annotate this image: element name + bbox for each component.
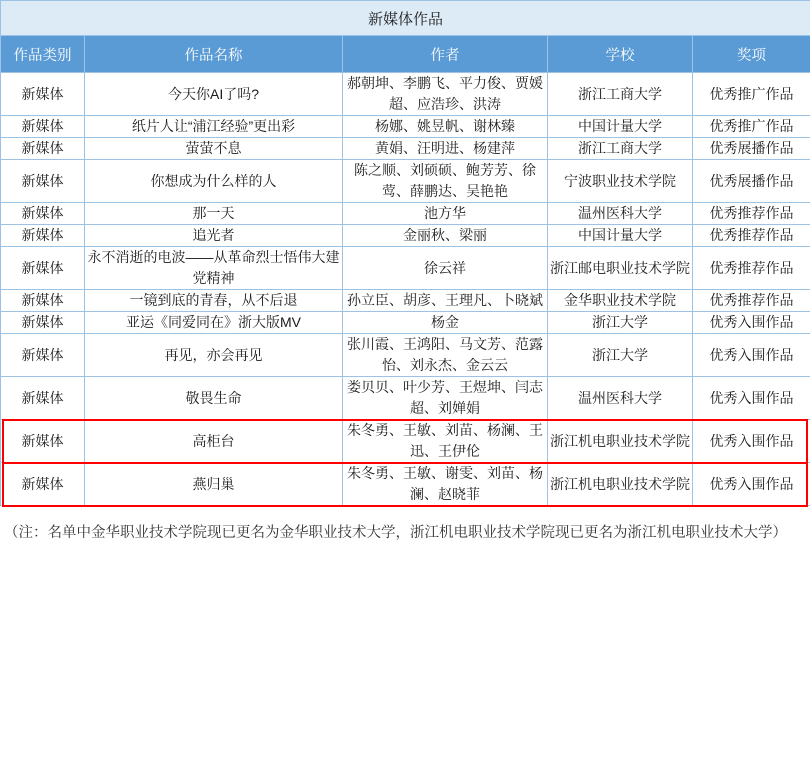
cell-authors: 郝朝坤、李鹏飞、平力俊、贾媛超、应浩珍、洪涛 bbox=[343, 73, 548, 116]
cell-authors: 黄娟、汪明进、杨建萍 bbox=[343, 138, 548, 160]
cell-category: 新媒体 bbox=[1, 420, 85, 463]
cell-work-name: 高柜台 bbox=[85, 420, 343, 463]
table-row-highlighted bbox=[1, 463, 810, 506]
cell-school: 温州医科大学 bbox=[548, 377, 693, 420]
table-row bbox=[1, 73, 810, 116]
cell-award: 优秀展播作品 bbox=[693, 160, 810, 203]
cell-work-name: 再见，亦会再见 bbox=[85, 334, 343, 377]
cell-award: 优秀展播作品 bbox=[693, 138, 810, 160]
cell-work-name: 燕归巢 bbox=[85, 463, 343, 506]
table-row-highlighted bbox=[1, 420, 810, 463]
cell-category: 新媒体 bbox=[1, 160, 85, 203]
cell-authors: 娄贝贝、叶少芳、王煜坤、闫志超、刘婵娟 bbox=[343, 377, 548, 420]
cell-category: 新媒体 bbox=[1, 377, 85, 420]
cell-work-name: 亚运《同爱同在》浙大版MV bbox=[85, 312, 343, 334]
cell-authors: 朱冬勇、王敏、刘苗、杨澜、王迅、王伊伦 bbox=[343, 420, 548, 463]
table-row bbox=[1, 290, 810, 312]
table-row bbox=[1, 138, 810, 160]
cell-category: 新媒体 bbox=[1, 334, 85, 377]
cell-work-name: 永不消逝的电波——从革命烈士悟伟大建党精神 bbox=[85, 247, 343, 290]
cell-award: 优秀入围作品 bbox=[693, 463, 810, 506]
cell-school: 浙江工商大学 bbox=[548, 73, 693, 116]
cell-authors: 杨金 bbox=[343, 312, 548, 334]
column-header-work-name: 作品名称 bbox=[85, 36, 343, 73]
cell-category: 新媒体 bbox=[1, 463, 85, 506]
cell-school: 浙江机电职业技术学院 bbox=[548, 463, 693, 506]
table-header-row bbox=[1, 36, 810, 73]
cell-category: 新媒体 bbox=[1, 290, 85, 312]
cell-award: 优秀入围作品 bbox=[693, 377, 810, 420]
cell-school: 浙江大学 bbox=[548, 334, 693, 377]
cell-award: 优秀推荐作品 bbox=[693, 225, 810, 247]
cell-work-name: 纸片人让“浦江经验”更出彩 bbox=[85, 116, 343, 138]
cell-work-name: 今天你AI了吗? bbox=[85, 73, 343, 116]
table-row bbox=[1, 225, 810, 247]
cell-work-name: 你想成为什么样的人 bbox=[85, 160, 343, 203]
cell-authors: 金丽秋、梁丽 bbox=[343, 225, 548, 247]
table-title: 新媒体作品 bbox=[1, 1, 810, 36]
table-row bbox=[1, 247, 810, 290]
cell-award: 优秀推广作品 bbox=[693, 116, 810, 138]
table-row bbox=[1, 203, 810, 225]
cell-school: 宁波职业技术学院 bbox=[548, 160, 693, 203]
cell-school: 浙江工商大学 bbox=[548, 138, 693, 160]
cell-award: 优秀入围作品 bbox=[693, 420, 810, 463]
cell-award: 优秀入围作品 bbox=[693, 334, 810, 377]
cell-category: 新媒体 bbox=[1, 73, 85, 116]
column-header-authors: 作者 bbox=[343, 36, 548, 73]
cell-school: 浙江机电职业技术学院 bbox=[548, 420, 693, 463]
footnote: （注：名单中金华职业技术学院现已更名为金华职业技术大学，浙江机电职业技术学院现已更名为浙江机电职业技术大学） bbox=[4, 525, 787, 541]
cell-authors: 朱冬勇、王敏、谢雯、刘苗、杨澜、赵晓菲 bbox=[343, 463, 548, 506]
cell-work-name: 萤萤不息 bbox=[85, 138, 343, 160]
cell-category: 新媒体 bbox=[1, 138, 85, 160]
column-header-award: 奖项 bbox=[693, 36, 810, 73]
table-row bbox=[1, 312, 810, 334]
cell-authors: 池方华 bbox=[343, 203, 548, 225]
cell-category: 新媒体 bbox=[1, 312, 85, 334]
cell-authors: 陈之顺、刘硕硕、鲍芳芳、徐莺、薛鹏达、吴艳艳 bbox=[343, 160, 548, 203]
cell-work-name: 那一天 bbox=[85, 203, 343, 225]
cell-award: 优秀入围作品 bbox=[693, 312, 810, 334]
cell-award: 优秀推广作品 bbox=[693, 73, 810, 116]
cell-category: 新媒体 bbox=[1, 225, 85, 247]
cell-school: 金华职业技术学院 bbox=[548, 290, 693, 312]
table-title-row bbox=[1, 1, 810, 36]
column-header-category: 作品类别 bbox=[1, 36, 85, 73]
cell-school: 温州医科大学 bbox=[548, 203, 693, 225]
cell-work-name: 敬畏生命 bbox=[85, 377, 343, 420]
cell-category: 新媒体 bbox=[1, 203, 85, 225]
cell-authors: 徐云祥 bbox=[343, 247, 548, 290]
cell-authors: 杨娜、姚昱帆、谢林臻 bbox=[343, 116, 548, 138]
cell-award: 优秀推荐作品 bbox=[693, 203, 810, 225]
table-row bbox=[1, 116, 810, 138]
cell-school: 浙江大学 bbox=[548, 312, 693, 334]
cell-category: 新媒体 bbox=[1, 247, 85, 290]
cell-authors: 孙立臣、胡彦、王理凡、卜晓斌 bbox=[343, 290, 548, 312]
cell-authors: 张川霞、王鸿阳、马文芳、范露怡、刘永杰、金云云 bbox=[343, 334, 548, 377]
cell-school: 浙江邮电职业技术学院 bbox=[548, 247, 693, 290]
cell-school: 中国计量大学 bbox=[548, 116, 693, 138]
table-row bbox=[1, 377, 810, 420]
cell-school: 中国计量大学 bbox=[548, 225, 693, 247]
table-row bbox=[1, 334, 810, 377]
cell-category: 新媒体 bbox=[1, 116, 85, 138]
cell-work-name: 追光者 bbox=[85, 225, 343, 247]
column-header-school: 学校 bbox=[548, 36, 693, 73]
cell-work-name: 一镜到底的青春，从不后退 bbox=[85, 290, 343, 312]
table-row bbox=[1, 160, 810, 203]
cell-award: 优秀推荐作品 bbox=[693, 247, 810, 290]
cell-award: 优秀推荐作品 bbox=[693, 290, 810, 312]
